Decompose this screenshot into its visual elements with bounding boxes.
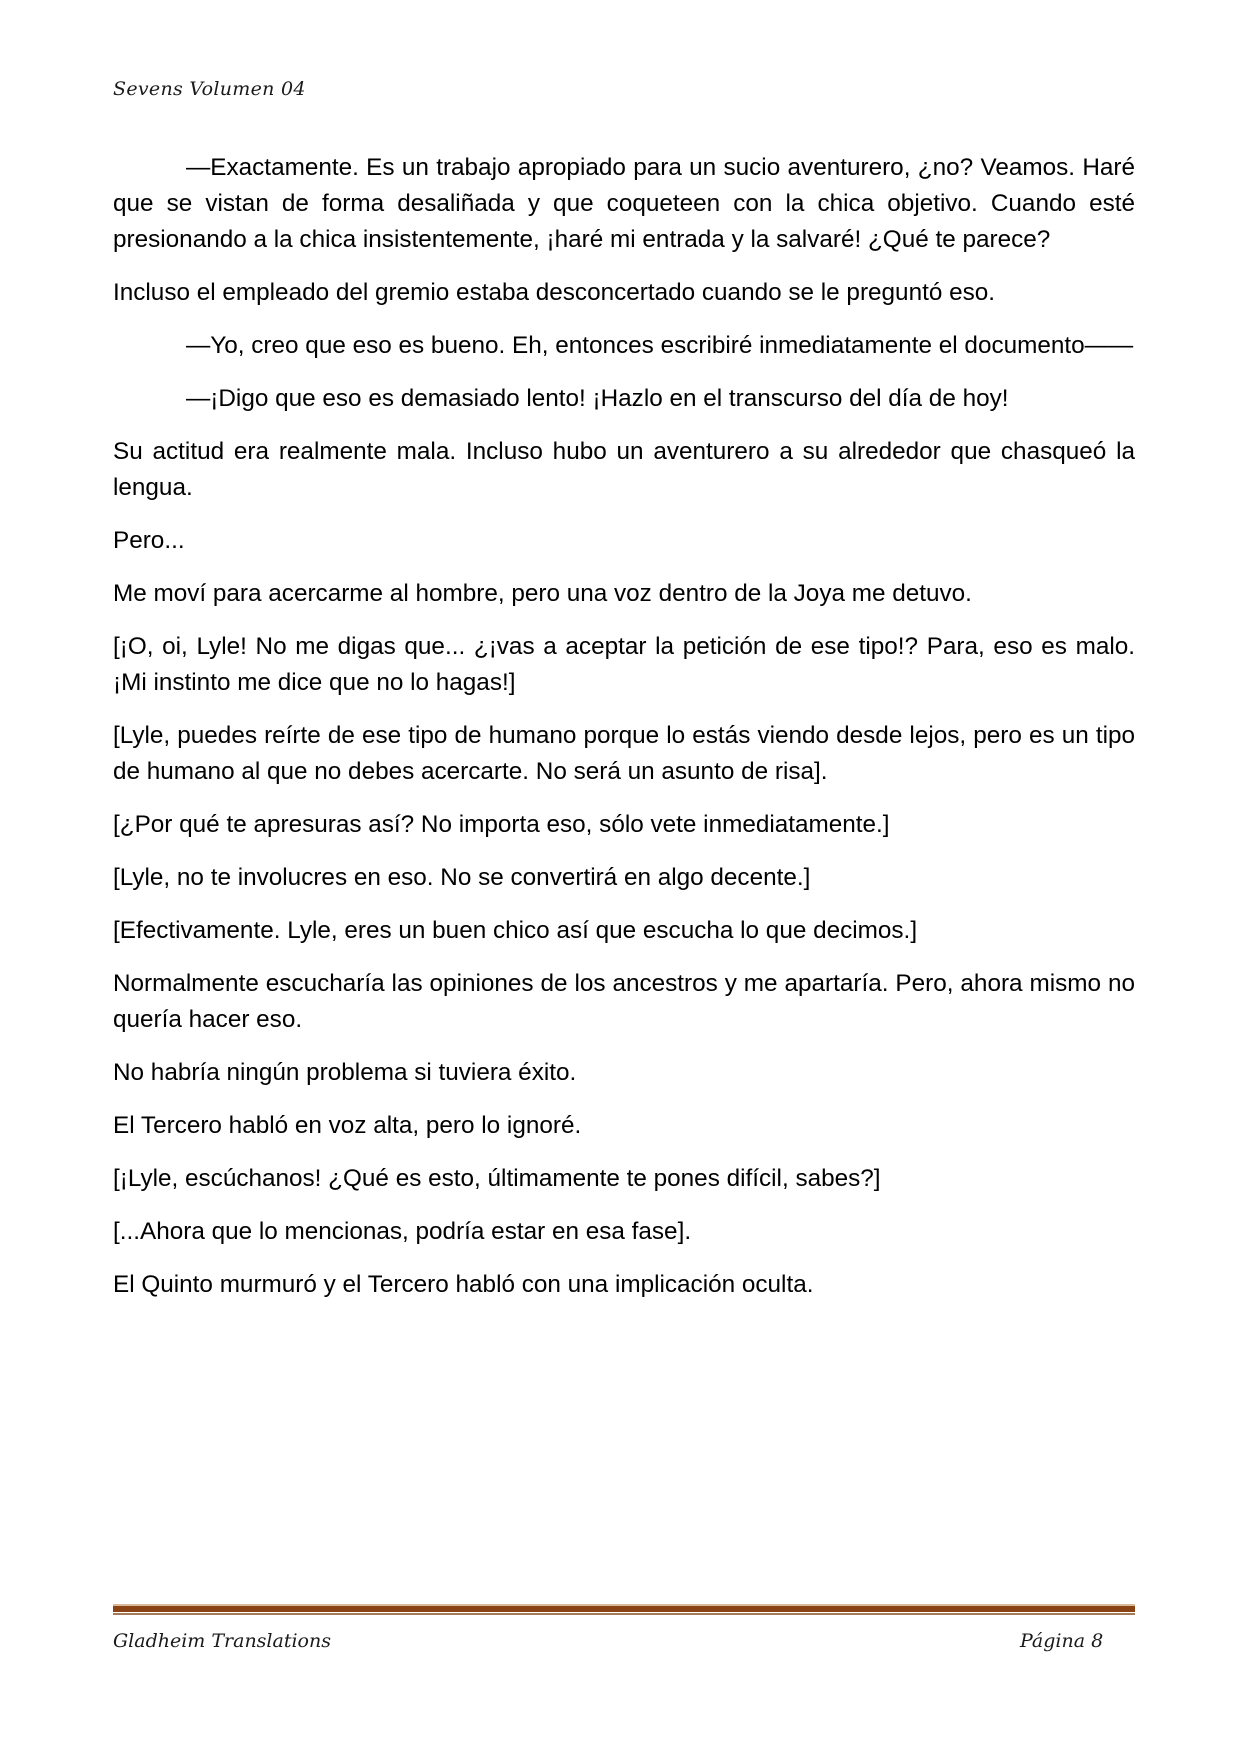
paragraph: —¡Digo que eso es demasiado lento! ¡Hazlo en el transcurso del día de hoy! (186, 385, 1009, 412)
paragraph: Incluso el empleado del gremio estaba desconcertado cuando se le preguntó eso. (113, 279, 996, 306)
paragraph: —Yo, creo que eso es bueno. Eh, entonces escribiré inmediatamente el documento—— (186, 332, 1134, 359)
paragraph: Me moví para acercarme al hombre, pero una voz dentro de la Joya me detuvo. (113, 580, 972, 607)
footer-page-number: Página 8 (1020, 1630, 1104, 1652)
paragraph: [¡O, oi, Lyle! No me digas que... ¿¡vas a aceptar la petición de ese tipo!? Para, eso es malo. ¡Mi instinto me dice que no lo hagas!] (113, 633, 1135, 696)
paragraph: [Lyle, no te involucres en eso. No se convertirá en algo decente.] (113, 864, 811, 891)
footer-publisher: Gladheim Translations (113, 1630, 331, 1652)
footer-divider-bottom-line (113, 1613, 1135, 1615)
footer-divider (113, 1604, 1135, 1615)
paragraph: [¿Por qué te apresuras así? No importa eso, sólo vete inmediatamente.] (113, 811, 890, 838)
paragraph: —Exactamente. Es un trabajo apropiado para un sucio aventurero, ¿no? Veamos. Haré que se vistan de forma desaliñada y que coqueteen con la chica objetivo. Cuando esté presionando a la chica insistentemente, ¡haré mi entrada y la salvaré! ¿Qué te parece? (113, 154, 1135, 253)
paragraph: [Efectivamente. Lyle, eres un buen chico así que escucha lo que decimos.] (113, 917, 918, 944)
paragraph: [Lyle, puedes reírte de ese tipo de humano porque lo estás viendo desde lejos, pero es un tipo de humano al que no debes acercarte. No será un asunto de risa]. (113, 722, 1135, 785)
body-text (113, 150, 1135, 1303)
paragraph: El Tercero habló en voz alta, pero lo ignoré. (113, 1112, 582, 1139)
paragraph: Su actitud era realmente mala. Incluso hubo un aventurero a su alrededor que chasqueó la lengua. (113, 438, 1135, 501)
running-header-title: Sevens Volumen 04 (113, 78, 306, 100)
paragraph: [¡Lyle, escúchanos! ¿Qué es esto, últimamente te pones difícil, sabes?] (113, 1165, 881, 1192)
paragraph: El Quinto murmuró y el Tercero habló con una implicación oculta. (113, 1271, 814, 1298)
paragraph: [...Ahora que lo mencionas, podría estar en esa fase]. (113, 1218, 692, 1245)
paragraph: Normalmente escucharía las opiniones de los ancestros y me apartaría. Pero, ahora mismo no quería hacer eso. (113, 970, 1135, 1033)
paragraph: Pero... (113, 527, 185, 554)
paragraph: No habría ningún problema si tuviera éxito. (113, 1059, 577, 1086)
footer-divider-main-line (113, 1606, 1135, 1612)
